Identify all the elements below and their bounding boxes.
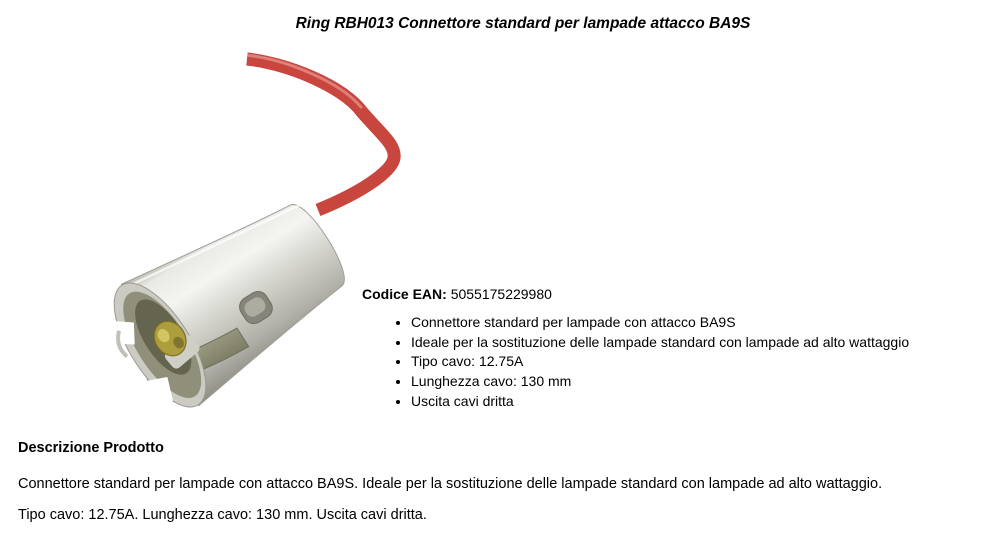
metal-sleeve xyxy=(84,178,366,430)
page-title: Ring RBH013 Connettore standard per lampade attacco BA9S xyxy=(295,15,751,32)
ean-value: 5055175229980 xyxy=(450,286,552,302)
ean-row xyxy=(362,286,552,302)
feature-item: • Connettore standard per lampade con attacco BA9S xyxy=(411,313,909,333)
red-wire xyxy=(247,56,394,211)
feature-item: • Uscita cavi dritta xyxy=(411,392,909,412)
description-paragraph: Tipo cavo: 12.75A. Lunghezza cavo: 130 mm. Uscita cavi dritta. xyxy=(18,507,427,523)
feature-list xyxy=(393,313,909,412)
feature-item: • Ideale per la sostituzione delle lampade standard con lampade ad alto wattaggio xyxy=(411,333,909,353)
ean-label: Codice EAN: xyxy=(362,286,447,302)
description-heading: Descrizione Prodotto xyxy=(18,440,164,456)
feature-item: • Tipo cavo: 12.75A xyxy=(411,352,909,372)
description-paragraph: Connettore standard per lampade con attacco BA9S. Ideale per la sostituzione delle lampade standard con lampade ad alto wattaggio. xyxy=(18,476,883,492)
feature-item: • Lunghezza cavo: 130 mm xyxy=(411,372,909,392)
